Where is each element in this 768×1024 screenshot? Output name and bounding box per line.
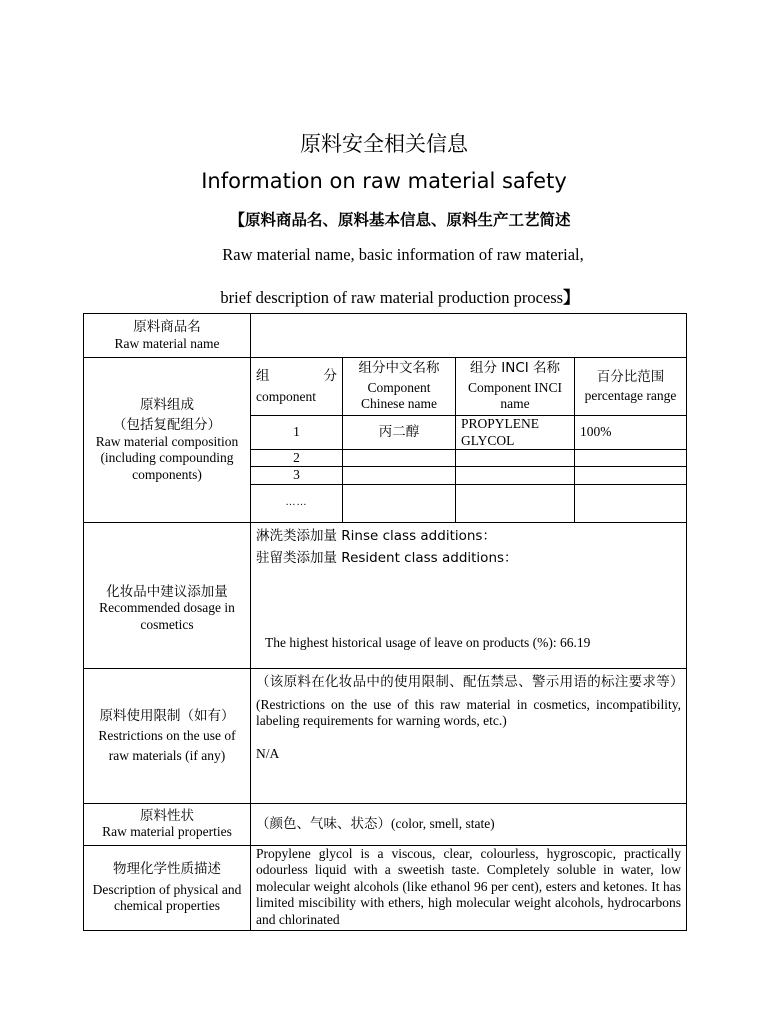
component-inci	[456, 467, 575, 484]
restrictions-note-cn: （该原料在化妆品中的使用限制、配伍禁忌、警示用语的标注要求等）	[256, 673, 684, 690]
col-header-chinese-name-cn: 组分中文名称	[358, 360, 440, 377]
raw-material-info-table	[83, 313, 687, 931]
restrictions-value: N/A	[256, 745, 280, 761]
restrictions-label-cn: 原料使用限制（如有）	[99, 707, 235, 724]
composition-label-cn: 原料组成	[140, 396, 194, 413]
component-percent: 100%	[575, 416, 687, 450]
raw-material-name-label-cn: 原料商品名	[133, 319, 201, 336]
description-label	[84, 845, 251, 930]
component-no: 2	[251, 450, 343, 467]
col-header-percent	[575, 358, 687, 416]
raw-material-name-label	[84, 314, 251, 358]
properties-content	[251, 803, 687, 845]
dosage-label-cn: 化妆品中建议添加量	[106, 583, 228, 600]
row-restrictions	[84, 668, 687, 803]
col-header-component	[251, 358, 343, 416]
restrictions-content	[251, 668, 687, 803]
component-chinese-name	[343, 467, 456, 484]
row-composition-header	[84, 358, 687, 416]
page-title-cn: 原料安全相关信息	[300, 132, 468, 156]
subtitle-cn: 【原料商品名、原料基本信息、原料生产工艺简述	[229, 211, 571, 229]
dosage-resident: 驻留类添加量 Resident class additions：	[256, 550, 518, 567]
description-label-cn: 物理化学性质描述	[113, 861, 221, 878]
component-no: 3	[251, 467, 343, 484]
composition-label-cn2: （包括复配组分）	[113, 417, 221, 434]
col-header-component-cn-a: 组	[256, 368, 270, 385]
restrictions-note-en: (Restrictions on the use of this raw material in cosmetics, incompatibility, labeling requirements for warning words, etc.)	[256, 696, 681, 729]
col-header-inci-cn: 组分 INCI 名称	[469, 360, 561, 377]
composition-label-en: Raw material composition (including compounding components)	[95, 433, 239, 482]
dosage-rinse: 淋洗类添加量 Rinse class additions：	[256, 527, 496, 544]
col-header-component-cn	[256, 368, 337, 384]
properties-label	[84, 803, 251, 845]
subtitle-close-bracket: 】	[563, 288, 580, 307]
col-header-inci-en: Component INCI name	[467, 379, 563, 412]
row-raw-material-name	[84, 314, 687, 358]
properties-label-cn: 原料性状	[140, 807, 194, 824]
component-inci	[456, 484, 575, 522]
col-header-chinese-name	[343, 358, 456, 416]
component-chinese-name	[343, 450, 456, 467]
dosage-content	[251, 522, 687, 668]
description-text	[251, 845, 687, 930]
properties-note-cn: （颜色、气味、状态）	[256, 816, 391, 833]
dosage-highest-usage: The highest historical usage of leave on products (%): 66.19	[265, 634, 591, 650]
row-properties	[84, 803, 687, 845]
subtitle-en-line1: Raw material name, basic information of raw material,	[222, 245, 584, 264]
component-chinese-name	[343, 484, 456, 522]
properties-note-en: (color, smell, state)	[391, 816, 495, 832]
col-header-chinese-name-en: Component Chinese name	[360, 379, 438, 412]
subtitle-en-line2-text: brief description of raw material production process	[220, 288, 564, 307]
description-body: Propylene glycol is a viscous, clear, colourless, hygroscopic, practically odourless liquid with a sweetish taste. Completely soluble in water, low molecular weight alcohols (like ethanol 96 per cent), esters and ketones. It has limited miscibility with ethers, high molecular weight alcohols, hydrocarbons and chlorinated	[256, 845, 681, 927]
component-percent	[575, 484, 687, 522]
component-percent	[575, 450, 687, 467]
component-inci: PROPYLENE GLYCOL	[456, 416, 575, 450]
component-inci	[456, 450, 575, 467]
raw-material-name-label-en: Raw material name	[114, 335, 220, 351]
row-description	[84, 845, 687, 930]
composition-label	[84, 358, 251, 523]
col-header-inci	[456, 358, 575, 416]
component-percent	[575, 467, 687, 484]
col-header-component-en: component	[256, 388, 316, 404]
component-no: ……	[251, 484, 343, 522]
page-title-en: Information on raw material safety	[201, 169, 567, 193]
component-chinese-name: 丙二醇	[343, 416, 456, 450]
component-no: 1	[251, 416, 343, 450]
dosage-label	[84, 522, 251, 668]
col-header-component-cn-b: 分	[323, 368, 337, 385]
dosage-label-en: Recommended dosage in cosmetics	[99, 600, 235, 632]
restrictions-label	[84, 668, 251, 803]
row-recommended-dosage	[84, 522, 687, 668]
description-label-en: Description of physical and chemical properties	[92, 881, 242, 914]
subtitle-en-line2	[0, 284, 768, 308]
restrictions-label-en: Restrictions on the use of raw materials (if any)	[98, 727, 236, 764]
raw-material-name-value	[251, 314, 687, 358]
col-header-percent-cn: 百分比范围	[596, 368, 665, 385]
col-header-percent-en: percentage range	[584, 388, 677, 403]
properties-label-en: Raw material properties	[102, 824, 232, 840]
